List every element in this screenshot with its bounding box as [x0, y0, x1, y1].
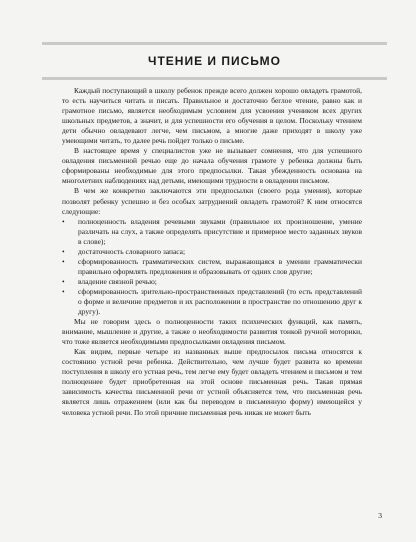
list-item: • сформированность грамматических систем, выражающаяся в умении грамматически правильно оформлять предложения и образовывать от одних слов другие;	[62, 257, 362, 277]
paragraph: Как видим, первые четыре из названных выше предпосылок письма относятся к состоянию устной речи ребенка. Действительно, чем лучше будет развита ко времени поступления в школу его устная речь, тем легче ему будет овладеть чтением и письмом и тем полноценнее будет приобретенная на этой основе письменная речь. Такая прямая зависимость качества письменной речи от устной объясняется тем, что письменная речь является лишь отражением (или как бы переводом в письменную форму) имеющейся у человека устной речи. По этой причине письменная речь никак не может быть	[62, 347, 362, 417]
prerequisites-list	[62, 217, 362, 317]
paragraph: В чем же конкретно заключаются эти предпосылки (своего рода умения), которые позволят ребенку успешно и без особых затруднений овладеть грамотой? К ним относятся следующие:	[62, 186, 362, 216]
heading-bar	[42, 42, 387, 80]
page-title: ЧТЕНИЕ И ПИСЬМО	[148, 54, 281, 68]
paragraph: Мы не говорим здесь о полноценности таких психических функций, как память, внимание, мышление и другие, а также о необходимости развития тонкой ручной моторики, что тоже является необходимыми предпосылками овладения письмом.	[62, 317, 362, 347]
list-item: • владение связной речью;	[62, 277, 362, 287]
paragraph: В настоящее время у специалистов уже не вызывает сомнения, что для успешного овладения письменной речью еще до начала обучения грамоте у ребенка должны быть сформированы необходимые для этого предпосылки. Такая убежденность основана на многолетних наблюдениях над детьми, имеющими трудности в овладении письмом.	[62, 146, 362, 186]
list-item: • сформированность зрительно-пространственных представлений (то есть представлений о форме и величине предметов и их расположении в пространстве по отношению друг к другу).	[62, 287, 362, 317]
list-item: • полноценность владения речевыми звуками (правильное их произношение, умение различать на слух, а также определять присутствие и примерное место заданных звуков в слове);	[62, 217, 362, 247]
page-number: 3	[378, 511, 382, 520]
paragraph: Каждый поступающий в школу ребенок прежде всего должен хорошо овладеть грамотой, то есть научиться читать и писать. Правильное и достаточно беглое чтение, равно как и грамотное письмо, является необходимым условием для усвоения учеником всех других школьных предметов, а значит, и для успешности его обучения в целом. Поскольку чтением дети обычно овладевают легче, чем письмом, а многие даже приходят в школу уже умеющими читать, то далее речь пойдет только о письме.	[62, 86, 362, 146]
list-item: • достаточность словарного запаса;	[62, 247, 362, 257]
body-text	[62, 86, 362, 418]
